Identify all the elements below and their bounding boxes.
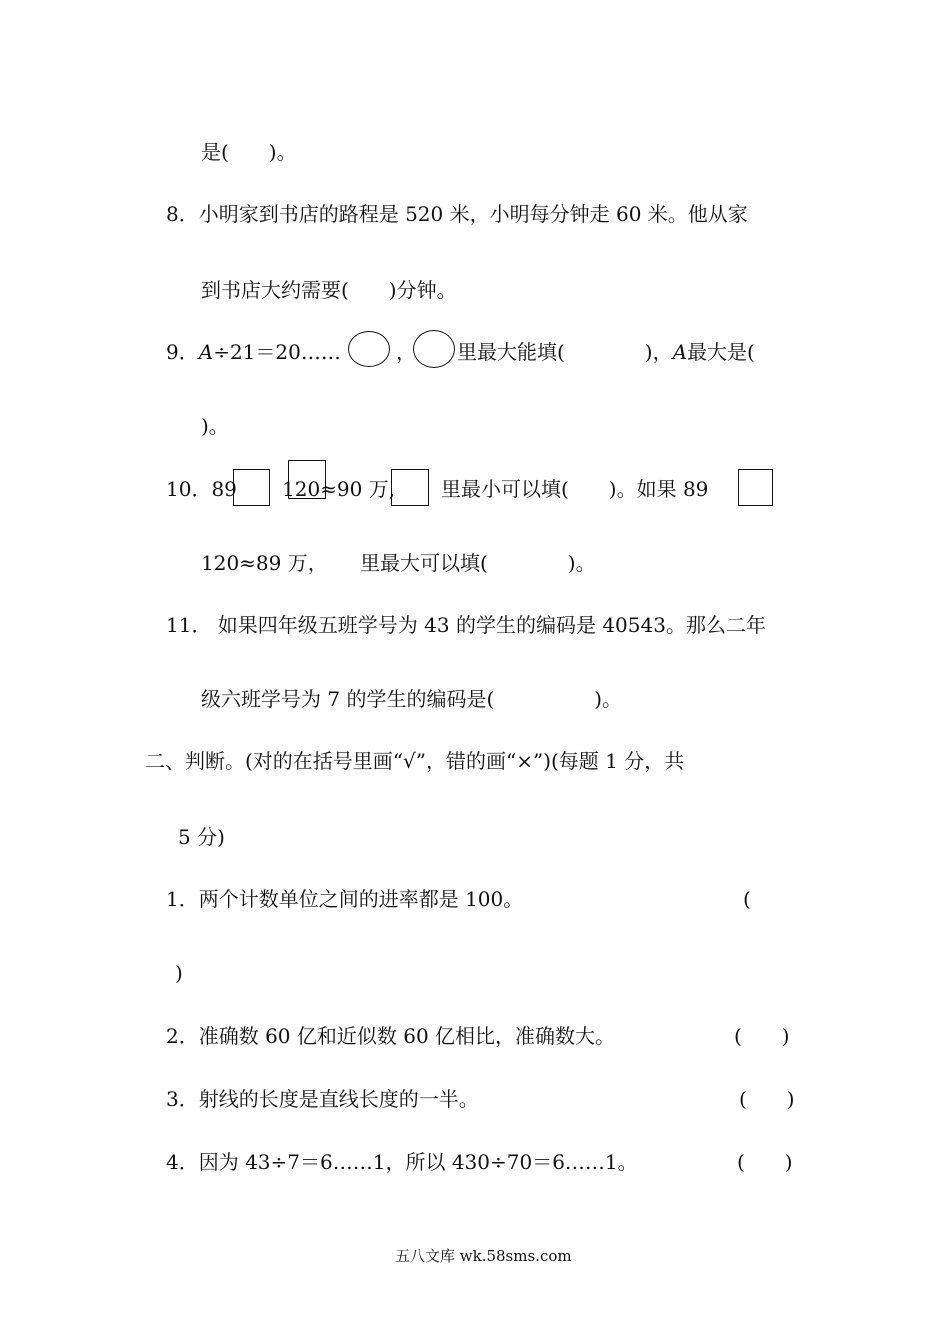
q10-answer-box-4[interactable] — [738, 469, 773, 506]
footer-watermark: 五八文库 wk.58sms.com — [395, 1247, 572, 1265]
q9-expression: ÷21＝20…… — [213, 340, 341, 364]
q9-line-1 — [166, 339, 341, 365]
judge-3-answer-parens[interactable]: ( ) — [739, 1087, 795, 1111]
judge-1-text: 1．两个计数单位之间的进率都是 100。 — [166, 887, 524, 911]
judge-1-close-paren[interactable]: ) — [175, 961, 183, 985]
q8-line-2: 到书店大约需要( )分钟。 — [201, 278, 457, 302]
q8-line-1: 8．小明家到书店的路程是 520 米，小明每分钟走 60 米。他从家 — [166, 202, 748, 226]
judge-4-answer-parens[interactable]: ( ) — [737, 1150, 793, 1174]
q9-comma: ， — [396, 340, 416, 364]
q9-end-text: 最大是( — [687, 340, 755, 364]
q7-tail: 是( )。 — [201, 140, 297, 164]
q9-variable: A — [198, 340, 214, 364]
q9-answer-circle-2[interactable] — [413, 330, 455, 368]
q10-fill-text: 里最小可以填( )。如果 89 — [441, 477, 709, 501]
q10-mid-text: 120≈90 万, — [282, 477, 396, 501]
judge-2-answer-parens[interactable]: ( ) — [734, 1024, 790, 1048]
q9-line-1-rest — [457, 339, 755, 365]
judge-1-open-paren[interactable]: ( — [743, 887, 751, 911]
q10-line-2-end: 里最大可以填( )。 — [360, 551, 596, 575]
q9-variable-2: A — [672, 340, 688, 364]
q10-answer-box-3[interactable] — [391, 469, 429, 506]
judge-2-text: 2．准确数 60 亿和近似数 60 亿相比，准确数大。 — [166, 1024, 616, 1048]
q9-number: 9． — [166, 340, 199, 364]
q10-number-text: 10．89 — [166, 477, 237, 501]
section-2-heading-cont: 5 分) — [178, 825, 225, 849]
q10-answer-box-1[interactable] — [233, 469, 270, 506]
q9-answer-circle-1[interactable] — [348, 331, 390, 367]
q9-tail: )。 — [201, 414, 229, 438]
q11-line-2: 级六班学号为 7 的学生的编码是( )。 — [201, 687, 623, 711]
judge-4-text: 4．因为 43÷7＝6……1，所以 430÷70＝6……1。 — [166, 1150, 638, 1174]
judge-3-text: 3．射线的长度是直线长度的一半。 — [166, 1087, 479, 1111]
q11-line-1: 11． 如果四年级五班学号为 43 的学生的编码是 40543。那么二年 — [166, 613, 766, 637]
section-2-heading: 二、判断。(对的在括号里画“√”，错的画“×”)(每题 1 分，共 — [145, 749, 685, 773]
q9-mid-text: 里最大能填( )， — [457, 340, 673, 364]
q10-line-2-start: 120≈89 万， — [201, 551, 328, 575]
